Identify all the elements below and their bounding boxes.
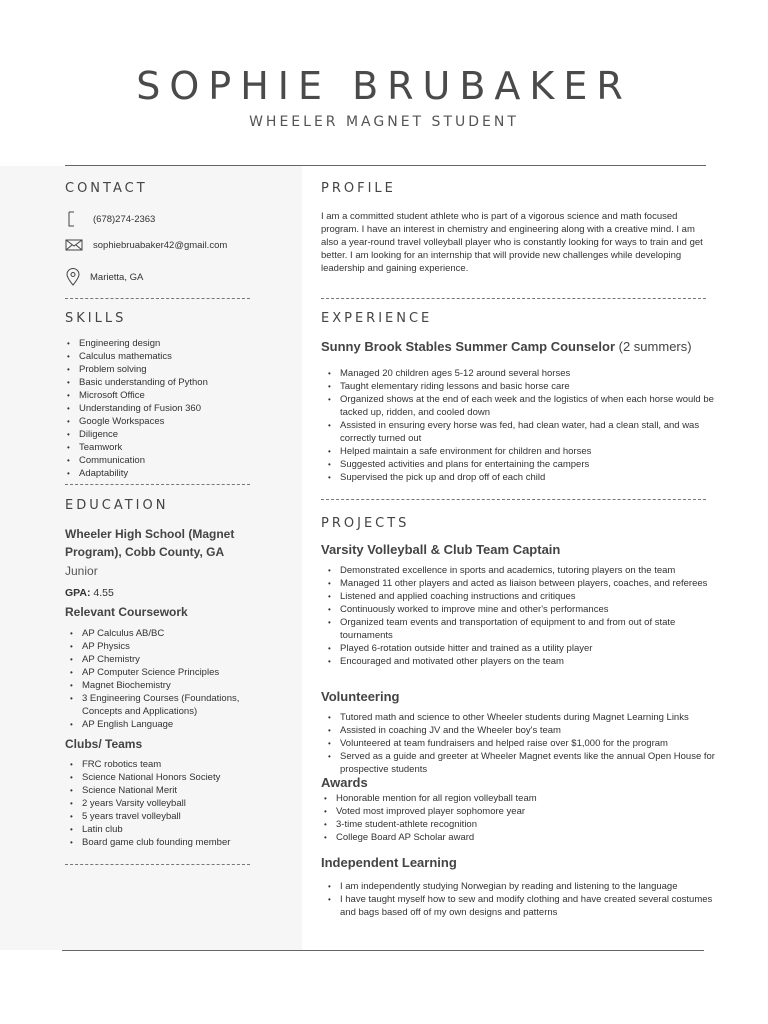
club-item: • Science National Honors Society [68,771,278,784]
volleyball-item: • Organized team events and transportation of equipment to and from out of state tournaments [326,616,720,642]
volleyball-list [326,564,720,668]
independent-item: • I am independently studying Norwegian by reading and listening to the language [326,880,720,893]
experience-list [326,367,720,484]
location-pin-icon [65,268,81,286]
skills-divider [65,484,250,485]
volleyball-item: • Continuously worked to improve mine and other's performances [326,603,720,616]
club-item: • Board game club founding member [68,836,278,849]
skill-item: • Understanding of Fusion 360 [65,402,285,415]
skills-title: SKILLS [65,311,127,326]
contact-phone-text: (678)274-2363 [93,213,156,225]
volunteering-item: • Tutored math and science to other Wheeler students during Magnet Learning Links [326,711,720,724]
skills-list [65,337,285,480]
experience-item: • Organized shows at the end of each week and the logistics of when each horse would be tacked up, ridden, and cooled down [326,393,720,419]
club-item: • FRC robotics team [68,758,278,771]
profile-divider [321,298,706,299]
contact-location-text: Marietta, GA [90,271,144,283]
experience-item: • Assisted in ensuring every horse was fed, had clean water, had a clean stall, and was correctly turned out [326,419,720,445]
header [0,0,768,165]
independent-title: Independent Learning [321,855,457,870]
skill-item: • Diligence [65,428,285,441]
coursework-item: • AP Chemistry [68,653,268,666]
awards-title: Awards [321,775,368,790]
gpa [65,587,114,599]
skill-item: • Problem solving [65,363,285,376]
volunteering-item: • Volunteered at team fundraisers and helped raise over $1,000 for the program [326,737,720,750]
volunteering-list [326,711,720,776]
club-item: • 2 years Varsity volleyball [68,797,278,810]
award-item: • College Board AP Scholar award [322,831,716,844]
phone-icon [65,211,83,227]
experience-title: EXPERIENCE [321,311,433,326]
coursework-item: • Magnet Biochemistry [68,679,268,692]
volleyball-title: Varsity Volleyball & Club Team Captain [321,542,561,557]
skill-item: • Engineering design [65,337,285,350]
club-item: • Science National Merit [68,784,278,797]
volunteering-item: • Served as a guide and greeter at Wheeler Magnet events like the annual Open House for prospective students [326,750,720,776]
volleyball-item: • Played 6-rotation outside hitter and trained as a utility player [326,642,720,655]
skill-item: • Google Workspaces [65,415,285,428]
experience-item: • Taught elementary riding lessons and basic horse care [326,380,720,393]
skill-item: • Calculus mathematics [65,350,285,363]
clubs-title: Clubs/ Teams [65,737,143,751]
education-title: EDUCATION [65,498,169,513]
experience-item: • Supervised the pick up and drop off of each child [326,471,720,484]
skill-item: • Teamwork [65,441,285,454]
contact-title: CONTACT [65,181,148,196]
contact-email-text: sophiebruabaker42@gmail.com [93,239,228,251]
skill-item: • Adaptability [65,467,285,480]
coursework-title: Relevant Coursework [65,605,188,619]
contact-email [65,239,227,251]
coursework-list [68,627,268,731]
skill-item: • Communication [65,454,285,467]
coursework-item: • 3 Engineering Courses (Foundations, Concepts and Applications) [68,692,268,718]
award-item: • 3-time student-athlete recognition [322,818,716,831]
gpa-value: 4.55 [93,587,114,599]
club-item: • Latin club [68,823,278,836]
contact-phone [65,211,155,227]
school-name: Wheeler High School (Magnet Program), Cobb County, GA [65,527,235,559]
job-duration: (2 summers) [618,339,692,354]
education-divider [65,864,250,865]
independent-item: • I have taught myself how to sew and modify clothing and have created several costumes and bags based off of my own designs and patterns [326,893,720,919]
job-title [321,339,692,354]
experience-item: • Helped maintain a safe environment for children and horses [326,445,720,458]
volunteering-item: • Assisted in coaching JV and the Wheeler boy's team [326,724,720,737]
volleyball-item: • Listened and applied coaching instructions and critiques [326,590,720,603]
candidate-subtitle: WHEELER MAGNET STUDENT [249,114,519,130]
experience-item: • Suggested activities and plans for entertaining the campers [326,458,720,471]
skill-item: • Microsoft Office [65,389,285,402]
award-item: • Voted most improved player sophomore year [322,805,716,818]
independent-list [326,880,720,919]
profile-text: I am a committed student athlete who is part of a vigorous science and math focused program. I have an interest in chemistry and engineering along with a creative mind. I am also a year-round travel volleyball player who is constantly looking for ways to train and get better. I am looking for an internship that will provide new challenges while developing leadership and gaining experience. [321,211,703,274]
job-title-text: Sunny Brook Stables Summer Camp Counselor [321,339,616,354]
coursework-item: • AP Physics [68,640,268,653]
clubs-list [68,758,278,849]
contact-location [65,268,143,286]
envelope-icon [65,239,83,251]
award-item: • Honorable mention for all region volleyball team [322,792,716,805]
volleyball-item: • Managed 11 other players and acted as liaison between players, coaches, and referees [326,577,720,590]
club-item: • 5 years travel volleyball [68,810,278,823]
footer-divider [62,950,704,951]
gpa-label: GPA: [65,587,91,599]
coursework-item: • AP English Language [68,718,268,731]
experience-divider [321,499,706,500]
skill-item: • Basic understanding of Python [65,376,285,389]
candidate-name: SOPHIE BRUBAKER [136,64,632,108]
coursework-item: • AP Calculus AB/BC [68,627,268,640]
awards-list [322,792,716,844]
experience-item: • Managed 20 children ages 5-12 around several horses [326,367,720,380]
volunteering-title: Volunteering [321,689,400,704]
school-year: Junior [65,564,98,578]
volleyball-item: • Encouraged and motivated other players on the team [326,655,720,668]
coursework-item: • AP Computer Science Principles [68,666,268,679]
volleyball-item: • Demonstrated excellence in sports and academics, tutoring players on the team [326,564,720,577]
profile-title: PROFILE [321,181,396,196]
contact-divider [65,298,250,299]
projects-title: PROJECTS [321,516,410,531]
